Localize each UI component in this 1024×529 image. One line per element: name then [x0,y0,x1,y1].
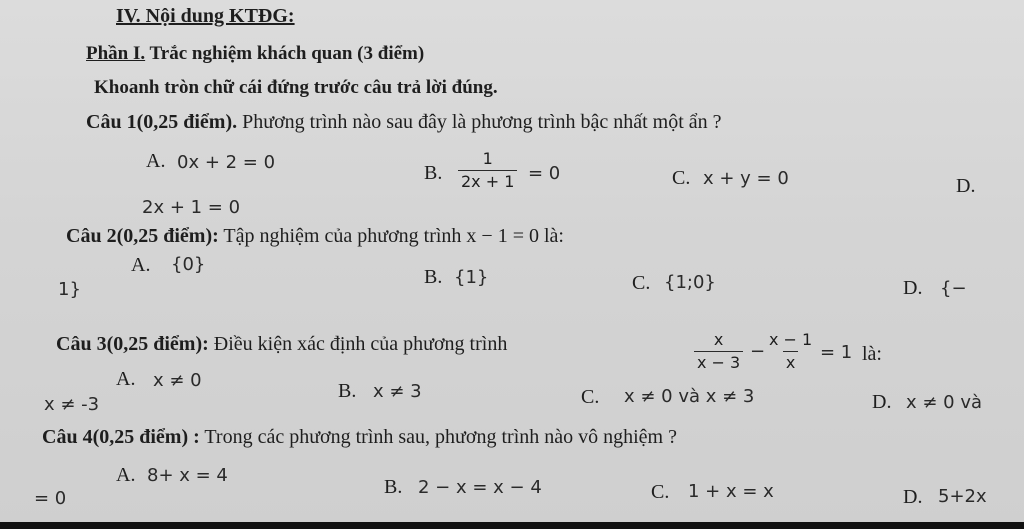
q3-option-d-start: x ≠ 0 và [906,392,983,413]
q3-fraction-2-numerator: x − 1 [769,330,813,349]
q3-option-d-label: D. [872,391,892,413]
q2-option-c: {1;0} [664,272,716,293]
q1-option-b-fraction [458,150,517,190]
q4-option-d-end: = 0 [34,488,67,509]
q2-option-d-label: D. [903,277,923,299]
q4-option-a-label: A. [116,464,136,486]
q1-option-d: 2x + 1 = 0 [142,197,241,218]
q3-option-d-end: x ≠ -3 [44,394,100,415]
q4-option-c: 1 + x = x [688,481,774,502]
q3-fraction-2-denominator: x [783,351,798,372]
q2-option-b-label: B. [424,266,443,288]
q3-option-a-label: A. [116,368,136,390]
q1-option-b-label: B. [424,162,443,184]
instruction: Khoanh tròn chữ cái đứng trước câu trả lời đúng. [94,77,498,98]
q1-option-b-rhs: = 0 [528,163,561,184]
q2-option-c-label: C. [632,272,651,294]
question-4-text: Trong các phương trình sau, phương trình nào vô nghiệm ? [199,426,677,448]
question-2-text: Tập nghiệm của phương trình x − 1 = 0 là: [218,225,564,247]
q4-option-a: 8+ x = 4 [147,465,228,486]
question-3-label: Câu 3(0,25 điểm): [56,333,209,355]
section-heading: IV. Nội dung KTĐG: [116,5,295,27]
q3-tail: là: [862,343,882,365]
q4-option-b-label: B. [384,476,403,498]
q1-option-b-numerator: 1 [482,149,493,168]
q3-option-b-label: B. [338,380,357,402]
q3-fraction-1 [694,331,743,371]
q3-fraction-2 [766,331,815,371]
question-2-label: Câu 2(0,25 điểm): [66,225,219,247]
q3-fraction-1-numerator: x [713,330,724,349]
q3-option-c: x ≠ 0 và x ≠ 3 [624,386,755,407]
question-3-text: Điều kiện xác định của phương trình [208,333,508,355]
q1-option-b-denominator: 2x + 1 [458,170,517,191]
q1-option-c: x + y = 0 [703,168,789,189]
q1-option-c-label: C. [672,167,691,189]
q1-option-a: 0x + 2 = 0 [177,152,276,173]
q3-fraction-1-denominator: x − 3 [694,351,743,372]
q3-equation-rhs: = 1 [820,342,853,363]
question-4-label: Câu 4(0,25 điểm) : [42,426,200,448]
q3-option-a: x ≠ 0 [153,370,202,391]
part-title [86,44,424,63]
question-4 [42,427,677,447]
question-1 [86,112,722,132]
q3-option-c-label: C. [581,386,600,408]
q4-option-d-start: 5+2x [938,486,987,507]
question-2 [66,226,564,246]
q4-option-b: 2 − x = x − 4 [418,477,542,498]
part-description: Trắc nghiệm khách quan (3 điểm) [145,43,425,64]
question-3 [56,334,507,354]
q2-option-a-label: A. [131,254,151,276]
q4-option-c-label: C. [651,481,670,503]
question-1-label: Câu 1(0,25 điểm). [86,111,238,133]
q2-option-d-end: 1} [58,279,81,300]
photo-bottom-edge [0,522,1024,529]
question-1-text: Phương trình nào sau đây là phương trình bậc nhất một ẩn ? [237,111,722,133]
q3-minus-sign: − [750,341,766,362]
part-label: Phần I. [86,43,146,64]
q1-option-a-label: A. [146,150,166,172]
q4-option-d-label: D. [903,486,923,508]
q2-option-a: {0} [171,254,206,275]
q2-option-d-start: {− [940,278,967,299]
q2-option-b: {1} [454,267,489,288]
q3-option-b: x ≠ 3 [373,381,422,402]
q1-option-d-label: D. [956,175,976,197]
